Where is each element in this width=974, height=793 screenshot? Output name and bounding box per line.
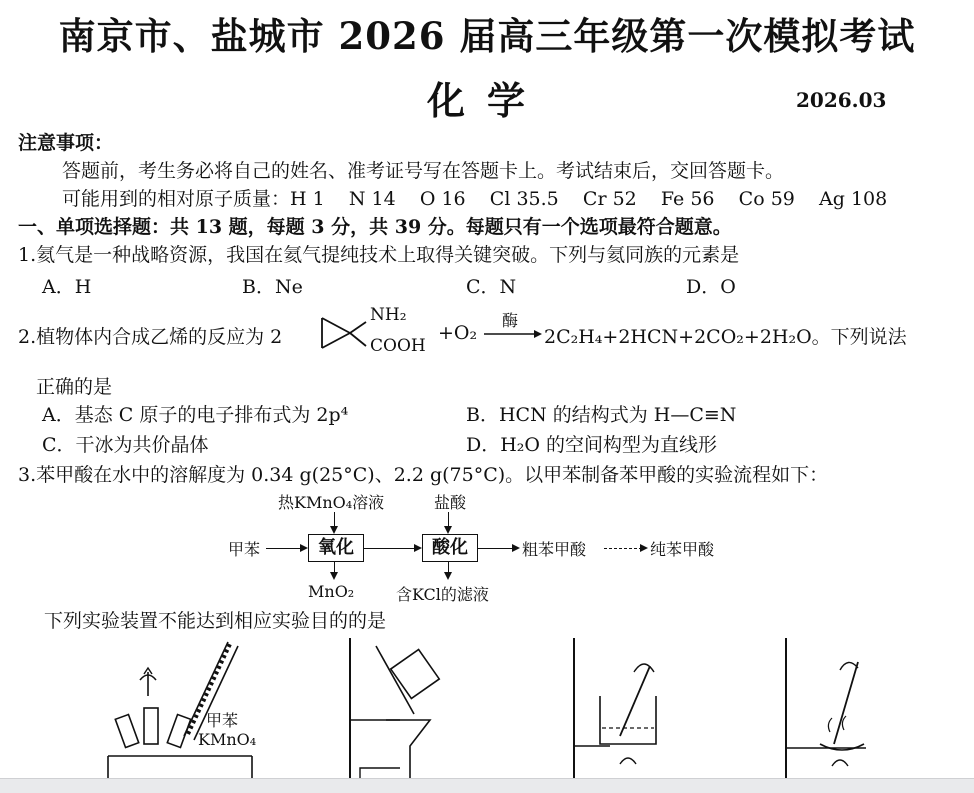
flow-step-acidification: 酸化 [422,534,478,562]
flow-step-oxidation: 氧化 [308,534,364,562]
reaction-arrow-icon [484,330,542,340]
apparatus-dissolve-icon [560,636,680,778]
flow-arrow-head-icon [300,544,308,552]
flow-byproduct-mno2: MnO₂ [308,582,355,601]
q2-group-amino: NH₂ [370,305,407,325]
cyclopropane-ring-icon [318,314,368,354]
q2-option-d: D．H₂O 的空间构型为直线形 [466,434,718,456]
q2-group-carboxyl: COOH [370,336,426,356]
flow-arrow-head-icon [512,544,520,552]
flow-crude-product: 粗苯甲酸 [522,540,587,559]
flow-reagent-hcl: 盐酸 [434,493,467,512]
apparatus-label-toluene: 甲苯 [206,711,239,730]
q3-question: 下列实验装置不能达到相应实验目的的是 [44,610,387,632]
subject-title: 化学 [426,78,547,123]
viewer-bottom-bar [0,778,974,793]
q2-products: 2C₂H₄+2HCN+2CO₂+2H₂O。下列说法 [544,326,907,348]
q1-option-a: A．H [42,276,92,298]
q2-catalyst: 酶 [502,311,519,330]
q1-stem: 1.氦气是一种战略资源，我国在氦气提纯技术上取得关键突破。下列与氦同族的元素是 [18,244,740,266]
q2-option-b: B．HCN 的结构式为 H—C≡N [466,404,737,426]
notice-line-2: 可能用到的相对原子质量：H 1 N 14 O 16 Cl 35.5 Cr 52 Fe 56 Co 59 Ag 108 [62,188,888,210]
q3-stem: 3.苯甲酸在水中的溶解度为 0.34 g(25°C)、2.2 g(75°C)。以甲苯制备苯甲酸的实验流程如下： [18,464,829,486]
q1-option-c: C．N [466,276,517,298]
exam-title: 南京市、盐城市 2026 届高三年级第一次模拟考试 [58,14,916,58]
section-heading: 一、单项选择题：共 13 题，每题 3 分，共 39 分。每题只有一个选项最符合题意。 [18,216,732,238]
apparatus-label-kmno4: KMnO₄ [198,730,257,749]
flow-arrow-head-icon [640,544,648,552]
q2-option-a: A．基态 C 原子的电子排布式为 2p⁴ [42,404,349,426]
q1-option-d: D．O [686,276,736,298]
flow-byproduct-filtrate: 含KCl的滤液 [396,585,489,604]
q2-stem-prefix: 2.植物体内合成乙烯的反应为 2 [18,326,283,348]
notice-heading: 注意事项： [18,132,114,154]
flow-arrow-head-icon [414,544,422,552]
notice-line-1: 答题前，考生务必将自己的姓名、准考证号写在答题卡上。考试结束后，交回答题卡。 [62,160,785,182]
flow-start-toluene: 甲苯 [228,540,261,559]
q2-stem-cont: 正确的是 [36,376,113,398]
apparatus-filtration-icon [330,636,460,778]
exam-date: 2026.03 [796,88,887,112]
flow-pure-product: 纯苯甲酸 [650,540,715,559]
flow-reagent-kmno4: 热KMnO₄溶液 [278,493,385,512]
q1-option-b: B．Ne [242,276,303,298]
apparatus-evaporation-icon [770,636,880,778]
apparatus-reflux-icon [100,636,260,778]
q2-option-c: C．干冰为共价晶体 [42,434,209,456]
q2-plus-o2: +O₂ [438,322,478,344]
